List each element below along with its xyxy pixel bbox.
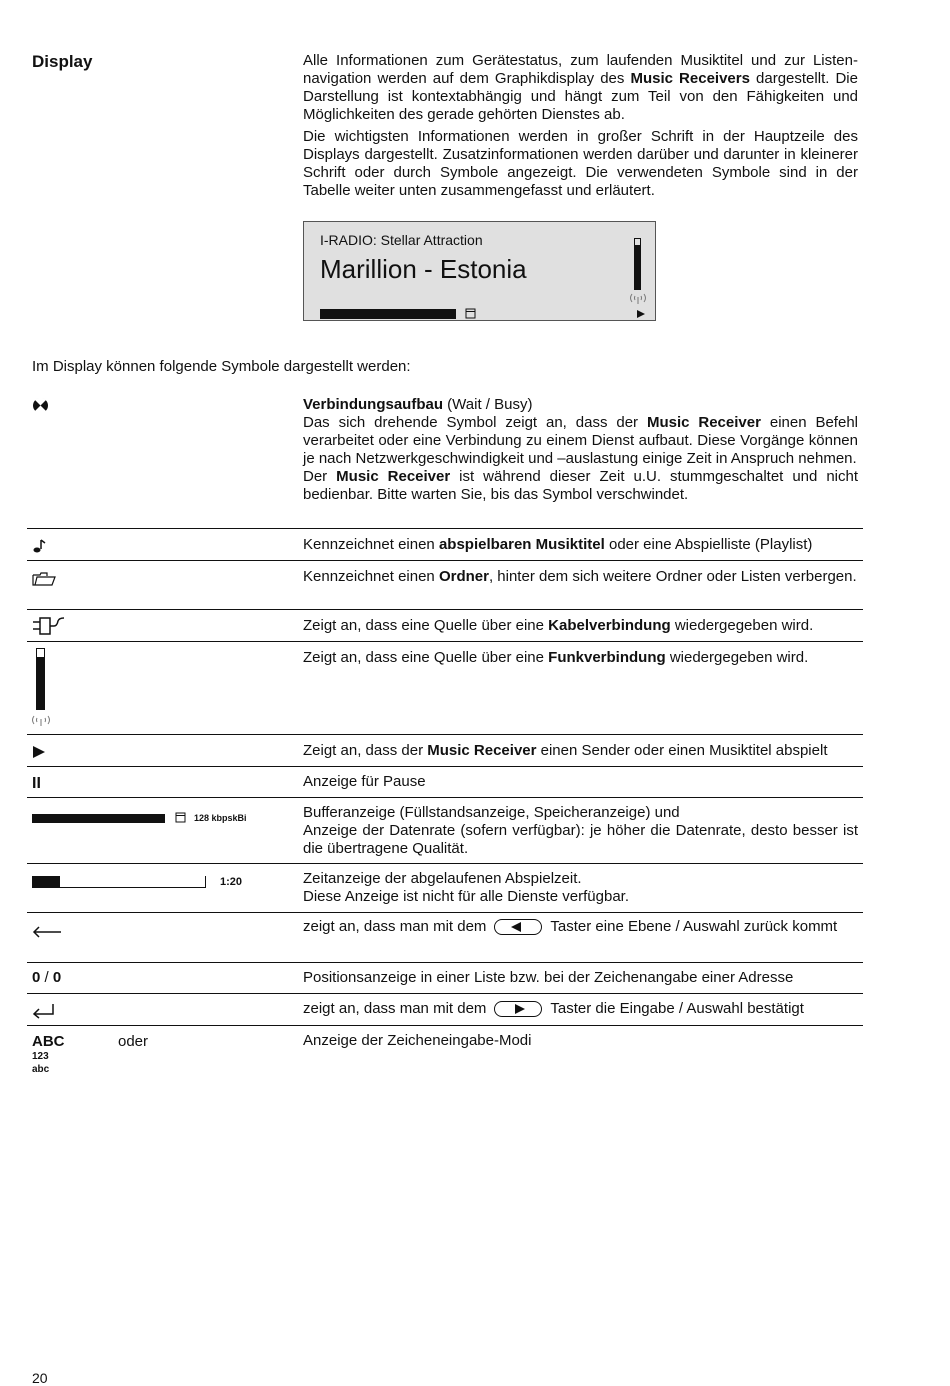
divider — [27, 993, 863, 994]
elapsed-time-label: 1:20 — [220, 876, 243, 888]
divider — [27, 528, 863, 529]
play-icon — [636, 309, 646, 319]
buffer-description: Bufferanzeige (Füllstandsanzeige, Speicheranzeige) und Anzeige der Datenrate (sofern verfügbar): je höher die Datenrate, desto besser ist die übertragene Qualität. — [303, 804, 858, 857]
folder-icon — [32, 572, 56, 586]
music-description: Kennzeichnet einen abspielbaren Musiktitel oder eine Abspielliste (Playlist) — [303, 536, 813, 553]
pause-icon: II — [32, 775, 41, 792]
divider — [27, 641, 863, 642]
divider — [27, 766, 863, 767]
display-buffer-bar — [320, 309, 456, 319]
memory-icon — [465, 308, 476, 319]
display-main-line: Marillion - Estonia — [320, 254, 527, 284]
display-preview — [303, 221, 656, 321]
wireless-description: Zeigt an, dass eine Quelle über eine Funkverbindung wiedergegeben wird. — [303, 649, 809, 666]
signal-strength-icon — [36, 648, 45, 710]
section-title: Display — [32, 52, 93, 71]
divider — [27, 912, 863, 913]
play-description: Zeigt an, dass der Music Receiver einen Sender oder einen Musiktitel abspielt — [303, 742, 828, 759]
cable-description: Zeigt an, dass eine Quelle über eine Kabelverbindung wiedergegeben wird. — [303, 617, 814, 634]
modes-description: Anzeige der Zeicheneingabe-Modi — [303, 1032, 532, 1049]
divider — [27, 863, 863, 864]
folder-description: Kennzeichnet einen Ordner, hinter dem sich weitere Ordner oder Listen verbergen. — [303, 568, 857, 585]
back-button-symbol — [494, 919, 542, 935]
play-icon — [32, 745, 46, 759]
antenna-icon — [31, 714, 51, 726]
left-triangle-icon — [509, 921, 523, 933]
divider — [27, 560, 863, 561]
intro-paragraph-1: Alle Informationen zum Gerätestatus, zum laufenden Musiktitel und zur Listennavigation werden auf dem Graphikdisplay des Music Receivers dargestellt. Die Darstellung ist kontextabhängig und hängt zum Teil von den Fähigkeiten und Möglichkeiten des gerade gehörten Dienstes ab. — [303, 52, 858, 123]
cable-connection-icon — [32, 616, 66, 636]
position-symbol: 0 / 0 — [32, 969, 62, 986]
time-progress-bar — [32, 876, 206, 888]
divider — [27, 734, 863, 735]
intro-paragraph-2: Die wichtigsten Informationen werden in großer Schrift in der Hauptzeile des Displays dargestellt. Zusatzinformationen werden darüber und darunter in kleinerer Schrift oder durch Symbole angezeigt. Die verwendeten Symbole sind in der Tabelle weiter unten zusammengefasst und erläutert. — [303, 128, 858, 199]
enter-arrow-icon — [32, 1003, 56, 1019]
back-description: zeigt an, dass man mit dem Taster eine Ebene / Auswahl zurück kommt — [303, 918, 838, 935]
memory-icon — [175, 812, 186, 823]
time-progress-fill — [32, 876, 60, 887]
page-number: 20 — [32, 1370, 48, 1386]
table-intro: Im Display können folgende Symbole dargestellt werden: — [32, 358, 411, 375]
mode-abc-upper: ABC — [32, 1033, 65, 1050]
display-top-line: I-RADIO: Stellar Attraction — [320, 232, 483, 248]
enter-description: zeigt an, dass man mit dem Taster die Eingabe / Auswahl bestätigt — [303, 1000, 804, 1017]
right-triangle-icon — [513, 1003, 527, 1015]
pause-description: Anzeige für Pause — [303, 773, 426, 790]
music-note-icon — [32, 538, 46, 554]
antenna-icon — [629, 292, 647, 304]
mode-numeric: 123 — [32, 1051, 49, 1062]
mode-or-label: oder — [118, 1033, 149, 1050]
divider — [27, 962, 863, 963]
mode-abc-lower: abc — [32, 1064, 50, 1075]
busy-description: Verbindungsaufbau (Wait / Busy) Das sich drehende Symbol zeigt an, dass der Music Receiver einen Befehl verarbeitet oder eine Verbindung zu einem Dienst aufbaut. Diese Vorgänge können je nach Netzwerkgeschwindigkeit und –auslastung einige Zeit in Anspruch nehmen. Der Music Receiver ist während dieser Zeit u.U. stummgeschaltet und nicht bedienbar. Bitte warten Sie, bis das Symbol verschwindet. — [303, 396, 859, 503]
data-rate-label: 128 kbpskBi — [194, 813, 247, 823]
busy-icon — [32, 397, 49, 414]
position-description: Positionsanzeige in einer Liste bzw. bei der Zeichenangabe einer Adresse — [303, 969, 794, 986]
time-description: Zeitanzeige der abgelaufenen Abspielzeit. Diese Anzeige ist nicht für alle Dienste verfügbar. — [303, 870, 630, 905]
buffer-bar — [32, 814, 165, 823]
divider — [27, 1025, 863, 1026]
back-arrow-icon — [32, 925, 62, 939]
divider — [27, 797, 863, 798]
divider — [27, 609, 863, 610]
enter-button-symbol — [494, 1001, 542, 1017]
signal-strength-icon — [634, 238, 641, 290]
